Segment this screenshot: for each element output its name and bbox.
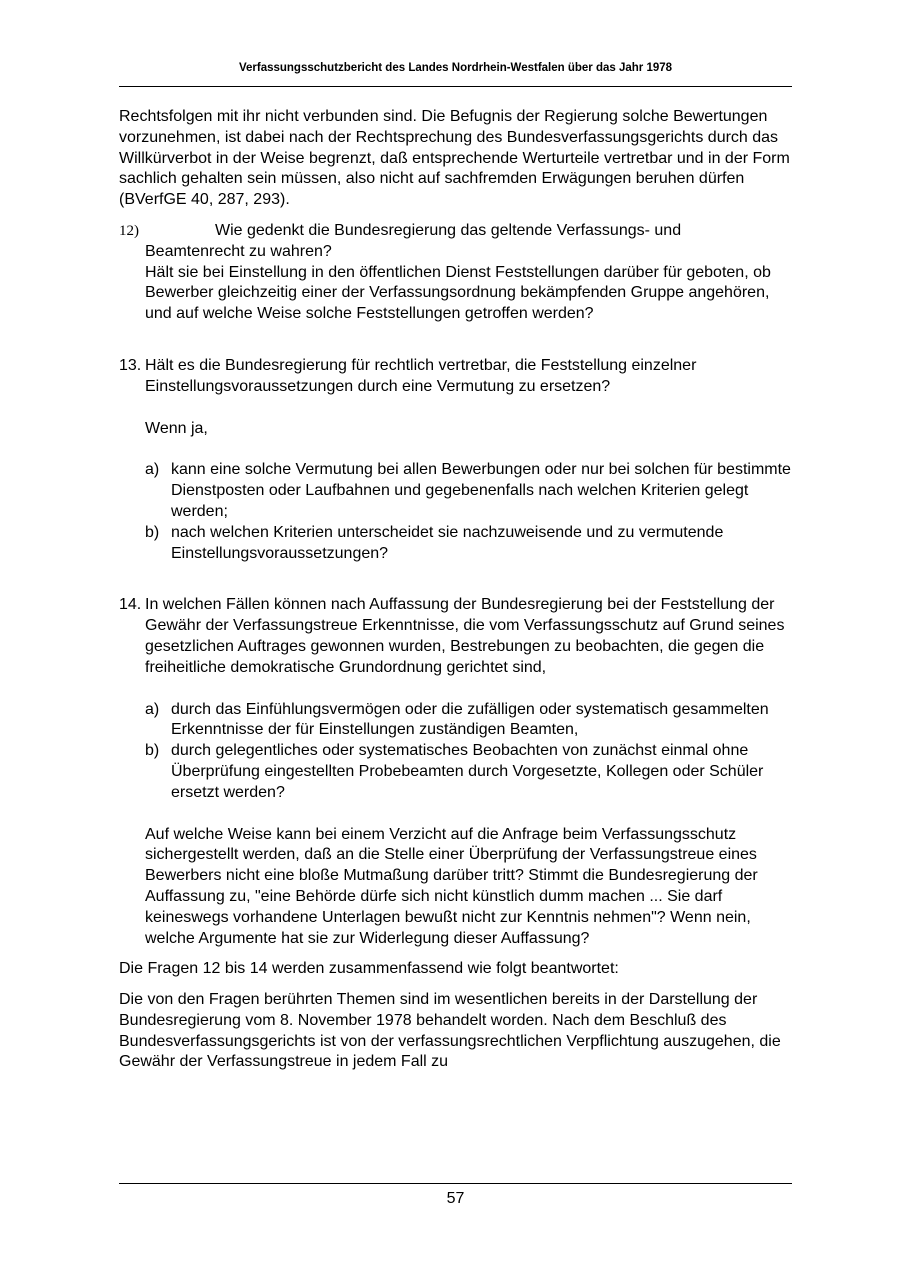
list-text: durch gelegentliches oder systematisches Beobachten von zunächst einmal ohne Überprüfung eingestellten Probebeamten durch Vorgesetzte, Kollegen oder Schüler ersetzt werden? <box>171 742 764 801</box>
answer-intro: Die Fragen 12 bis 14 werden zusammenfassend wie folgt beantwortet: <box>119 960 619 978</box>
list-text: durch das Einfühlungsvermögen oder die zufälligen oder systematisch gesammelten Erkenntnisse der für Einstellungen zuständigen Beamten, <box>171 700 769 739</box>
question-14-followup: Auf welche Weise kann bei einem Verzicht auf die Anfrage beim Verfassungsschutz sichergestellt werden, daß an die Stelle einer Überprüfung der Verfassungstreue eines Bewerbers nicht eine bloße Mutmaßung darüber tritt? Stimmt die Bundesregierung der Auffassung zu, "eine Behörde dürfe sich nicht künstlich dumm machen ... Sie darf keineswegs vorhandene Unterlagen bewußt nicht zur Kenntnis nehmen"? Wenn nein, welche Argumente hat sie zur Widerlegung dieser Auffassung? <box>145 825 758 947</box>
answer-paragraph: Die von den Fragen berührten Themen sind im wesentlichen bereits in der Darstellung der Bundesregierung vom 8. November 1978 behandelt worden. Nach dem Beschluß des Bundesverfassungsgerichts ist von der verfassungsrechtlichen Verpflichtung auszugehen, die Gewähr der Verfassungstreue in jedem Fall zu <box>119 991 781 1071</box>
question-12-number: 12) <box>119 222 139 239</box>
question-14 <box>119 595 791 949</box>
intro-paragraph: Rechtsfolgen mit ihr nicht verbunden sind. Die Befugnis der Regierung solche Bewertungen vorzunehmen, ist dabei nach der Rechtsprechung des Bundesverfassungsgerichts durch das Willkürverbot in der Weise begrenzt, daß entsprechende Werturteile vertretbar und in der Form sachlich gehalten sein müssen, also nicht auf sachfremden Erwägungen beruhen dürfen (BVerfGE 40, 287, 293). <box>119 108 790 209</box>
question-14-item-b <box>145 741 791 803</box>
header-rule <box>119 86 792 87</box>
question-14-item-a <box>145 700 791 742</box>
question-13-wenn: Wenn ja, <box>145 419 208 437</box>
question-12 <box>119 221 791 325</box>
question-14-text: In welchen Fällen können nach Auffassung der Bundesregierung bei der Feststellung der Gewähr der Verfassungstreue Erkenntnisse, die vom Verfassungsschutz auf Grund seines gesetzlichen Auftrages gewonnen wurden, Bestrebungen zu beobachten, die gegen die freiheitliche demokratische Grundordnung gerichtet sind, <box>145 596 785 676</box>
list-label: a) <box>145 700 160 718</box>
list-text: nach welchen Kriterien unterscheidet sie nachzuweisende und zu vermutende Einstellungsvoraussetzungen? <box>171 523 724 562</box>
list-label: b) <box>145 742 160 760</box>
list-label: b) <box>145 523 160 541</box>
question-13-text: Hält es die Bundesregierung für rechtlich vertretbar, die Feststellung einzelner Einstellungsvoraussetzungen durch eine Vermutung zu ersetzen? <box>145 356 697 395</box>
page-body <box>119 107 791 1073</box>
question-14-number: 14. <box>119 596 142 614</box>
question-13-item-a <box>145 460 791 522</box>
question-12-first-line: Wie gedenkt die Bundesregierung das geltende Verfassungs- und <box>215 221 682 239</box>
question-12-first-rest: Beamtenrecht zu wahren? <box>145 242 332 260</box>
question-13-item-b <box>145 523 791 565</box>
page-header: Verfassungsschutzbericht des Landes Nordrhein-Westfalen über das Jahr 1978 <box>238 62 673 74</box>
footer-rule <box>119 1183 792 1184</box>
page-number: 57 <box>446 1190 465 1207</box>
question-12-second: Hält sie bei Einstellung in den öffentlichen Dienst Feststellungen darüber für geboten, ob Bewerber gleichzeitig einer der Verfassungsordnung bekämpfenden Gruppe angehören, und auf welche Weise solche Feststellungen getroffen werden? <box>145 263 771 323</box>
list-text: kann eine solche Vermutung bei allen Bewerbungen oder nur bei solchen für bestimmte Dienstposten oder Laufbahnen und gegebenenfalls nach welchen Kriterien gelegt werden; <box>171 461 791 520</box>
list-label: a) <box>145 461 160 479</box>
question-13 <box>119 356 791 564</box>
question-13-number: 13. <box>119 356 142 374</box>
